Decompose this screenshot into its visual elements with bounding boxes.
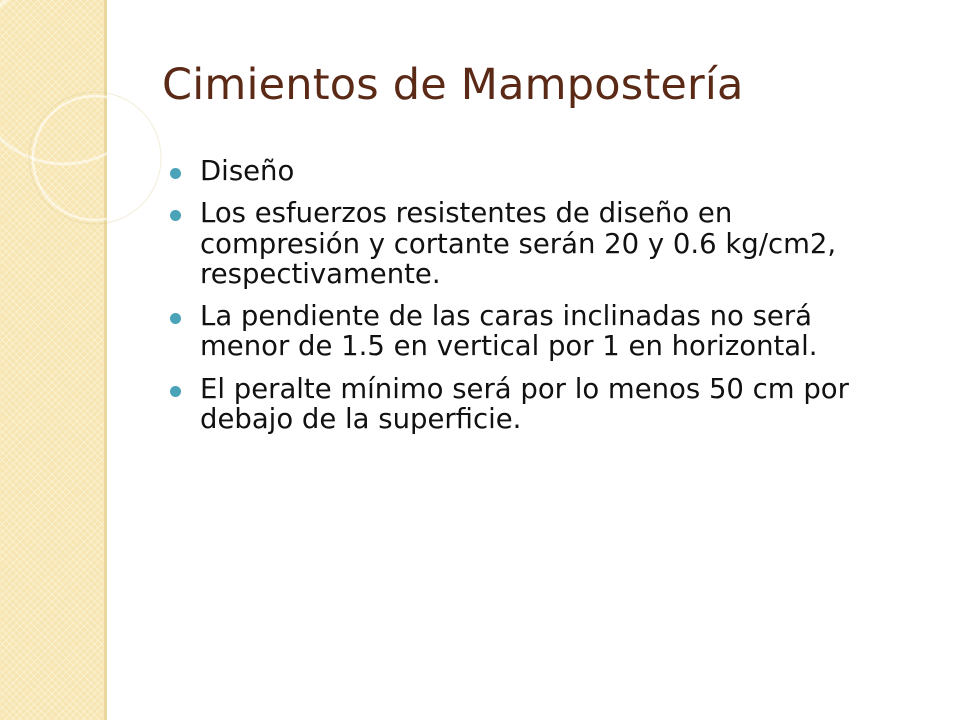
bullet-dot-icon [170, 210, 181, 221]
bullet-item [170, 374, 900, 435]
bullet-text: El peralte mínimo será por lo menos 50 cm por debajo de la superficie. [200, 372, 849, 435]
bullet-list [170, 156, 900, 446]
bullet-item [170, 156, 900, 186]
slide-title: Cimientos de Mampostería [162, 60, 744, 110]
bullet-text: Los esfuerzos resistentes de diseño en compresión y cortante serán 20 y 0.6 kg/cm2, respectivamente. [200, 197, 837, 290]
bullet-item [170, 198, 900, 289]
bullet-dot-icon [170, 386, 181, 397]
bullet-text: Diseño [200, 155, 295, 187]
bullet-dot-icon [170, 313, 181, 324]
side-band-edge [104, 0, 107, 720]
bullet-text: La pendiente de las caras inclinadas no será menor de 1.5 en vertical por 1 en horizontal. [200, 300, 818, 363]
bullet-dot-icon [170, 168, 181, 179]
bullet-item [170, 301, 900, 362]
decorative-side-band [0, 0, 104, 720]
